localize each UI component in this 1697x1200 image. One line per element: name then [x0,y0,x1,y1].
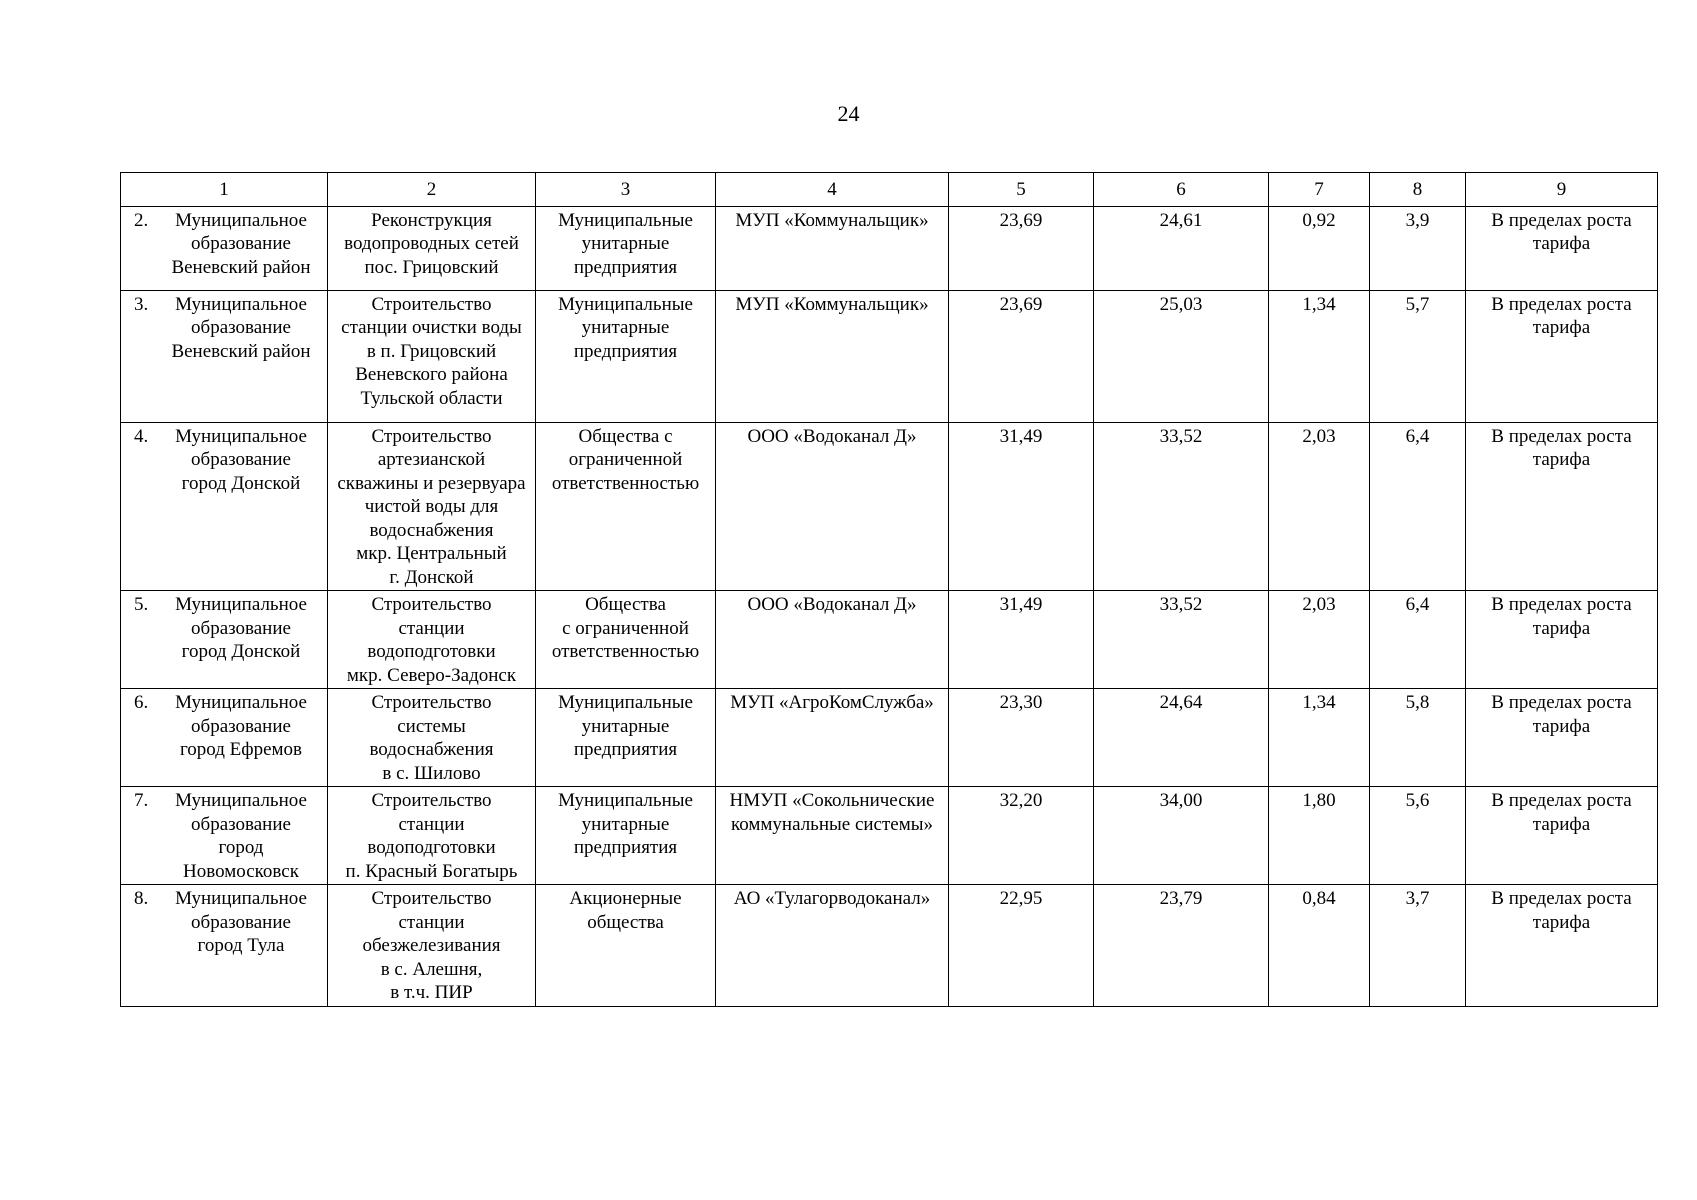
table-row [121,787,1658,885]
header-cell-6: 6 [1094,173,1269,207]
project-cell: Строительство артезианской скважины и резервуара чистой воды для водоснабжения мкр. Центральный г. Донской [328,422,536,591]
organization-cell: АО «Тулагорводоканал» [716,885,949,1007]
project-cell: Строительство станции обезжелезивания в с. Алешня, в т.ч. ПИР [328,885,536,1007]
value-cell-8: 3,9 [1370,206,1466,290]
organization-cell: ООО «Водоканал Д» [716,591,949,689]
org-form-cell: Муниципальные унитарные предприятия [536,689,716,787]
value-cell-7: 1,80 [1269,787,1370,885]
investment-projects-table [120,172,1658,1007]
municipality-name: Муниципальное образование город Донской [175,594,307,662]
table-row [121,290,1658,422]
project-cell: Строительство системы водоснабжения в с. Шилово [328,689,536,787]
organization-cell: МУП «Коммунальщик» [716,206,949,290]
note-cell: В пределах роста тарифа [1466,206,1658,290]
municipality-cell [121,290,328,422]
table-row [121,591,1658,689]
value-cell-8: 5,8 [1370,689,1466,787]
value-cell-6: 34,00 [1094,787,1269,885]
note-cell: В пределах роста тарифа [1466,422,1658,591]
row-number: 5. [134,594,149,615]
note-cell: В пределах роста тарифа [1466,787,1658,885]
value-cell-8: 3,7 [1370,885,1466,1007]
value-cell-8: 5,6 [1370,787,1466,885]
header-cell-8: 8 [1370,173,1466,207]
table-row [121,422,1658,591]
org-form-cell: Общества с ограниченной ответственностью [536,422,716,591]
header-row [121,173,1658,207]
row-number: 6. [134,692,149,713]
project-cell: Строительство станции очистки воды в п. Грицовский Веневского района Тульской области [328,290,536,422]
value-cell-6: 25,03 [1094,290,1269,422]
value-cell-5: 23,69 [949,206,1094,290]
value-cell-6: 24,61 [1094,206,1269,290]
project-cell: Реконструкция водопроводных сетей пос. Грицовский [328,206,536,290]
municipality-cell [121,422,328,591]
municipality-cell [121,885,328,1007]
table-row [121,206,1658,290]
row-number: 3. [134,293,149,315]
note-cell: В пределах роста тарифа [1466,885,1658,1007]
project-cell: Строительство станции водоподготовки мкр. Северо-Задонск [328,591,536,689]
value-cell-5: 31,49 [949,422,1094,591]
value-cell-7: 0,92 [1269,206,1370,290]
value-cell-5: 32,20 [949,787,1094,885]
project-cell: Строительство станции водоподготовки п. Красный Богатырь [328,787,536,885]
header-cell-1: 1 [121,173,328,207]
value-cell-7: 2,03 [1269,422,1370,591]
org-form-cell: Общества с ограниченной ответственностью [536,591,716,689]
municipality-name: Муниципальное образование город Новомосковск [175,790,307,882]
value-cell-5: 31,49 [949,591,1094,689]
municipality-cell [121,591,328,689]
value-cell-5: 22,95 [949,885,1094,1007]
org-form-cell: Муниципальные унитарные предприятия [536,290,716,422]
organization-cell: ООО «Водоканал Д» [716,422,949,591]
header-cell-3: 3 [536,173,716,207]
municipality-name: Муниципальное образование Веневский район [171,293,311,362]
value-cell-6: 33,52 [1094,591,1269,689]
table-row [121,689,1658,787]
value-cell-8: 5,7 [1370,290,1466,422]
value-cell-6: 33,52 [1094,422,1269,591]
header-cell-4: 4 [716,173,949,207]
municipality-cell [121,787,328,885]
organization-cell: МУП «АгроКомСлужба» [716,689,949,787]
value-cell-6: 23,79 [1094,885,1269,1007]
org-form-cell: Акционерные общества [536,885,716,1007]
note-cell: В пределах роста тарифа [1466,290,1658,422]
org-form-cell: Муниципальные унитарные предприятия [536,787,716,885]
municipality-cell [121,689,328,787]
value-cell-7: 2,03 [1269,591,1370,689]
header-cell-9: 9 [1466,173,1658,207]
header-cell-2: 2 [328,173,536,207]
page-number: 24 [837,101,860,126]
value-cell-7: 0,84 [1269,885,1370,1007]
value-cell-7: 1,34 [1269,689,1370,787]
value-cell-5: 23,69 [949,290,1094,422]
note-cell: В пределах роста тарифа [1466,689,1658,787]
note-cell: В пределах роста тарифа [1466,591,1658,689]
header-cell-5: 5 [949,173,1094,207]
organization-cell: МУП «Коммунальщик» [716,290,949,422]
row-number: 7. [134,790,149,811]
table-row [121,885,1658,1007]
value-cell-7: 1,34 [1269,290,1370,422]
value-cell-8: 6,4 [1370,422,1466,591]
row-number: 8. [134,888,149,909]
value-cell-8: 6,4 [1370,591,1466,689]
org-form-cell: Муниципальные унитарные предприятия [536,206,716,290]
municipality-name: Муниципальное образование город Ефремов [175,692,307,760]
header-cell-7: 7 [1269,173,1370,207]
value-cell-5: 23,30 [949,689,1094,787]
municipality-name: Муниципальное образование Веневский район [171,209,311,278]
municipality-name: Муниципальное образование город Донской [175,425,307,494]
row-number: 4. [134,425,149,447]
municipality-cell [121,206,328,290]
row-number: 2. [134,209,149,231]
value-cell-6: 24,64 [1094,689,1269,787]
municipality-name: Муниципальное образование город Тула [175,888,307,956]
organization-cell: НМУП «Сокольнические коммунальные системы» [716,787,949,885]
